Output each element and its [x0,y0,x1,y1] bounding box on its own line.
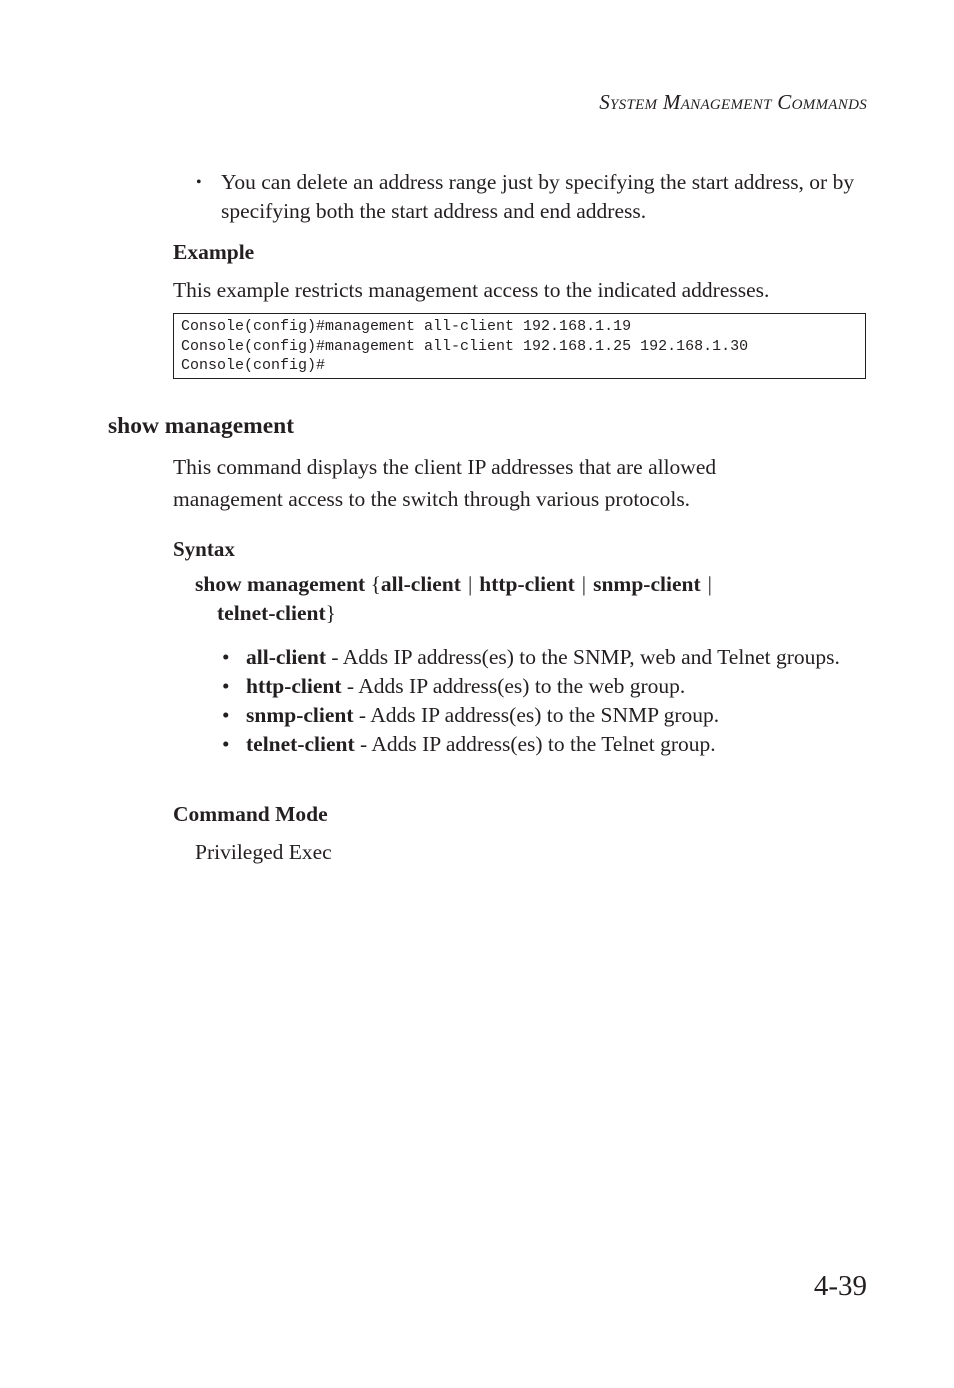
bullet-icon: • [222,703,230,727]
list-item [222,701,842,730]
list-item [222,672,842,701]
syntax-heading: Syntax [173,537,235,561]
bullet-icon: • [196,174,202,191]
example-description: This example restricts management access to the indicated addresses. [173,278,770,302]
open-brace: { [370,572,381,596]
option-separator: | [707,572,712,596]
section-description: This command displays the client IP addresses that are allowed management access to the switch through various protocols. [173,455,717,511]
syntax-option: telnet-client [217,601,326,625]
syntax-option: snmp-client [593,572,701,596]
example-heading: Example [173,240,255,264]
intro-bullet-text: You can delete an address range just by specifying the start address, or by specifying both the start address and end address. [221,170,855,223]
option-separator: | [581,572,587,596]
close-brace: } [325,601,336,625]
code-example-box [173,313,866,379]
bullet-icon: • [222,674,230,698]
code-line: Console(config)#management all-client 192.168.1.19 [181,318,632,335]
option-separator: | [467,572,473,596]
code-line: Console(config)#management all-client 192.168.1.25 192.168.1.30 [181,337,749,355]
syntax-option: http-client [479,572,575,596]
option-name: http-client [246,674,342,698]
option-description: - Adds IP address(es) to the web group. [341,674,686,698]
page-number: 4-39 [813,1270,867,1302]
intro-bullet-item [196,168,876,226]
syntax-command-line [195,572,719,597]
option-name: telnet-client [246,732,355,756]
bullet-icon: • [222,645,230,669]
syntax-command-line-continued [217,601,336,626]
syntax-command: show management [195,572,366,596]
option-description: - Adds IP address(es) to the SNMP group. [353,703,720,727]
option-description: - Adds IP address(es) to the Telnet group. [354,732,716,756]
syntax-option: all-client [380,572,461,596]
section-title: show management [108,413,295,439]
list-item [222,730,842,759]
syntax-options-list [222,643,842,759]
command-mode-heading: Command Mode [173,802,328,826]
running-header: System Management Commands [599,90,867,114]
bullet-icon: • [222,732,230,756]
code-line: Console(config)# [181,357,326,374]
list-item [222,643,842,672]
option-name: all-client [246,645,327,669]
option-description: - Adds IP address(es) to the SNMP, web and Telnet groups. [326,645,840,669]
command-mode-value: Privileged Exec [195,840,332,864]
option-name: snmp-client [246,703,354,727]
